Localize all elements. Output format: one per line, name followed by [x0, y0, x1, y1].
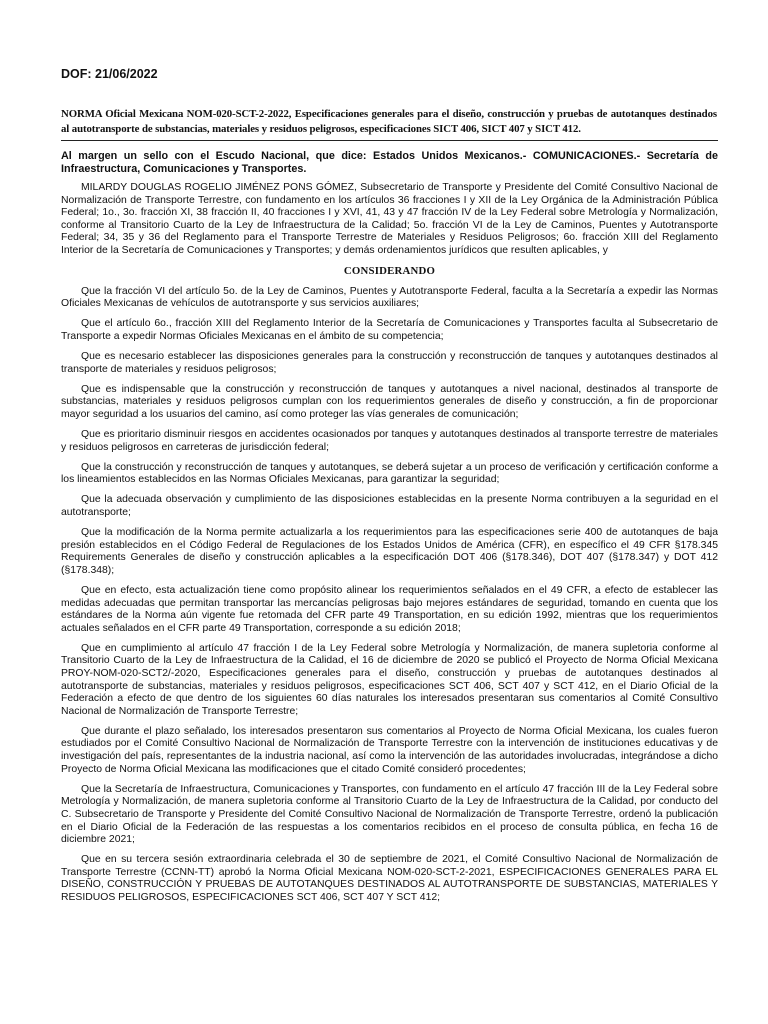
considerando-paragraph: Que en cumplimiento al artículo 47 fracción I de la Ley Federal sobre Metrología y Normalización, de manera supletoria conforme al Transitorio Cuarto de la Ley de Infraestructura de la Calidad, el 16 de diciembre de 2020 se publicó el Proyecto de Norma Oficial Mexicana PROY-NOM-020-SCT2/-2020, Especificaciones generales para el diseño, construcción y pruebas de autotanques destinados al autotransporte de substancias, materiales y residuos peligrosos, especificaciones SCT 406, SCT 407 y SCT 412, en el Diario Oficial de la Federación a efecto de que dentro de los siguientes 60 días naturales los interesados presentaran sus comentarios al Comité Consultivo Nacional de Normalización de Transporte Terrestre; [61, 642, 718, 717]
considerando-paragraph: Que es necesario establecer las disposiciones generales para la construcción y reconstrucción de tanques y autotanques destinados al transporte de materiales y residuos peligrosos; [61, 351, 718, 375]
considerando-paragraph: Que es indispensable que la construcción y reconstrucción de tanques y autotanques a nivel nacional, destinados al transporte de substancias, materiales y residuos peligrosos cumplan con los requerimientos generales de diseño y construcción, a fin de proporcionar mayor seguridad a los usuarios del camino, así como proteger las vías generales de comunicación; [61, 383, 718, 420]
considerando-paragraph: Que en efecto, esta actualización tiene como propósito alinear los requerimientos señalados en el 49 CFR, a efecto de establecer las medidas adecuadas que permitan transportar las mercancías peligrosas bajo mejores estándares de seguridad, tomando en cuenta que los estándares de la Norma aún vigente fue retomada del CFR parte 49 Transportation, en su edición 1992, mientras que los requerimientos actuales señalados en el CFR parte 49 Transportation, corresponde a su edición 2018; [61, 584, 718, 634]
considerando-paragraph: Que la Secretaría de Infraestructura, Comunicaciones y Transportes, con fundamento en el artículo 47 fracción III de la Ley Federal sobre Metrología y Normalización, de manera supletoria conforme al Transitorio Cuarto de la Ley de Infraestructura de la Calidad, por conducto del C. Subsecretario de Transporte y Presidente del Comité Consultivo Nacional de Normalización de Transporte Terrestre, ordenó la publicación en el Diario Oficial de la Federación de las respuestas a los comentarios recibidos en el proceso de consulta pública, en fecha 16 de diciembre 2021; [61, 783, 718, 846]
approval-paragraph: Que en su tercera sesión extraordinaria celebrada el 30 de septiembre de 2021, el Comité Consultivo Nacional de Normalización de Transporte Terrestre (CCNN-TT) aprobó la Norma Oficial Mexicana NOM-020-SCT-2-2021, ESPECIFICACIONES GENERALES PARA EL DISEÑO, CONSTRUCCIÓN Y PRUEBAS DE AUTOTANQUES DESTINADOS AL AUTOTRANSPORTE DE SUBSTANCIAS, MATERIALES Y RESIDUOS PELIGROSOS, ESPECIFICACIONES SCT 406, SCT 407 Y SCT 412; [61, 854, 718, 903]
considerando-paragraph: Que la fracción VI del artículo 5o. de la Ley de Caminos, Puentes y Autotransporte Federal, faculta a la Secretaría a expedir las Normas Oficiales Mexicanas de vehículos de autotransporte y sus servicios auxiliares; [61, 285, 718, 310]
intro-paragraph: MILARDY DOUGLAS ROGELIO JIMÉNEZ PONS GÓMEZ, Subsecretario de Transporte y Presidente del Comité Consultivo Nacional de Normalización de Transporte Terrestre, con fundamento en los artículos 36 fracciones I y XII de la Ley Orgánica de la Administración Pública Federal; 1o., 3o. fracción XI, 38 fracción II, 40 fracciones I y XVI, 41, 43 y 47 fracción IV de la Ley Federal sobre Metrología y Normalización, conforme al Transitorio Cuarto de la Ley de Infraestructura de la Calidad; 5o. fracción VI de la Ley de Caminos, Puentes y Autotransporte Federal; 34, 35 y 36 del Reglamento para el Transporte Terrestre de Materiales y Residuos Peligrosos; 6o. fracción XIII del Reglamento Interior de la Secretaría de Comunicaciones y Transportes; y demás ordenamientos jurídicos que resulten aplicables, y [61, 182, 718, 256]
margin-note: Al margen un sello con el Escudo Nacional, que dice: Estados Unidos Mexicanos.- COMUNICACIONES.- Secretaría de Infraestructura, Comunicaciones y Transportes. [61, 150, 718, 175]
considerando-paragraph: Que el artículo 6o., fracción XIII del Reglamento Interior de la Secretaría de Comunicaciones y Transportes faculta al Subsecretario de Transporte a expedir Normas Oficiales Mexicanas en el ámbito de su competencia; [61, 318, 718, 342]
considerando-paragraph: Que la modificación de la Norma permite actualizarla a los requerimientos para las especificaciones serie 400 de autotanques de baja presión establecidos en el Código Federal de Regulaciones de los Estados Unidos de América (CFR), en específico el 49 CFR §178.345 Requirements Generales de diseño y construcción aplicables a la especificación DOT 406 (§178.346), DOT 407 (§178.347) y DOT 412 (§178.348); [61, 527, 718, 576]
considerando-paragraph: Que durante el plazo señalado, los interesados presentaron sus comentarios al Proyecto de Norma Oficial Mexicana, los cuales fueron estudiados por el Comité Consultivo Nacional de Normalización de Transporte Terrestre con la intervención de instituciones educativas y de investigación del país, representantes de la industria nacional, así como la intervención de las autoridades involucradas, integrándose a dicho Proyecto de Norma Oficial Mexicana las modificaciones que el citado Comité consideró procedentes; [61, 725, 718, 775]
section-heading: CONSIDERANDO [343, 265, 436, 278]
title-divider [61, 140, 718, 141]
norma-title: NORMA Oficial Mexicana NOM-020-SCT-2-2022, Especificaciones generales para el diseño, construcción y pruebas de autotanques destinados al autotransporte de substancias, materiales y residuos peligrosos, especificaciones SICT 406, SICT 407 y SICT 412. [61, 108, 717, 135]
considerando-paragraph: Que es prioritario disminuir riesgos en accidentes ocasionados por tanques y autotanques destinados al transporte terrestre de materiales y residuos peligrosos en carreteras de jurisdicción federal; [61, 429, 718, 453]
considerando-paragraph: Que la adecuada observación y cumplimiento de las disposiciones establecidas en la presente Norma contribuyen a la seguridad en el autotransporte; [61, 494, 718, 518]
publication-date: DOF: 21/06/2022 [61, 67, 158, 81]
document-body [61, 150, 718, 912]
considerando-paragraph: Que la construcción y reconstrucción de tanques y autotanques, se deberá sujetar a un proceso de verificación y certificación conforme a los lineamientos establecidos en las Normas Oficiales Mexicanas, para garantizar la seguridad; [61, 461, 718, 486]
